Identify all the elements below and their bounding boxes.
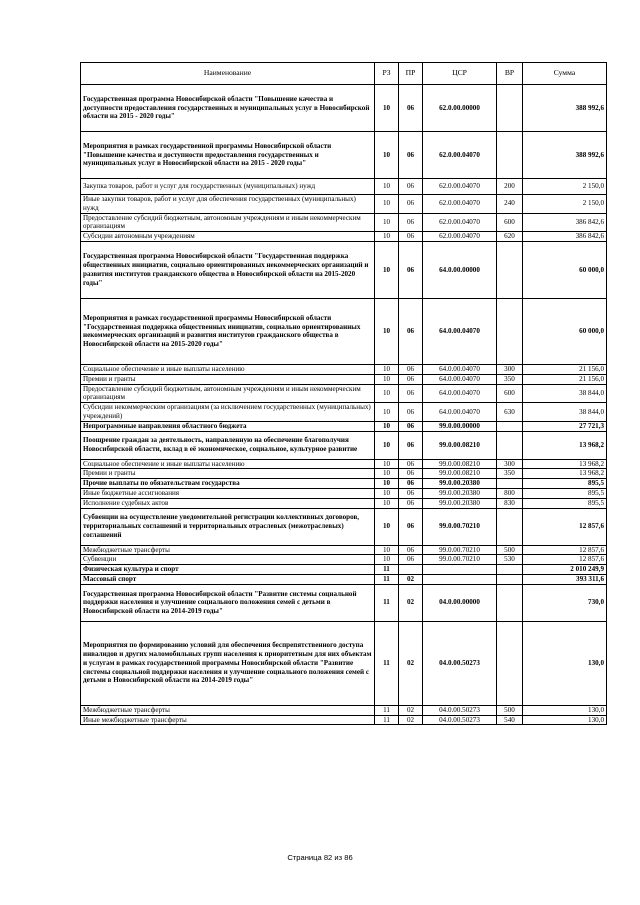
cell-sum: 38 844,0 xyxy=(523,403,607,422)
cell-csr: 62.0.00.04070 xyxy=(423,132,497,179)
cell-csr: 62.0.00.04070 xyxy=(423,195,497,214)
cell-vr xyxy=(497,479,523,489)
table-row xyxy=(81,132,607,179)
cell-pr: 06 xyxy=(399,421,423,431)
cell-sum: 386 842,6 xyxy=(523,213,607,232)
cell-sum: 130,0 xyxy=(523,715,607,725)
cell-vr: 630 xyxy=(497,403,523,422)
cell-vr: 540 xyxy=(497,715,523,725)
cell-sum: 386 842,6 xyxy=(523,232,607,242)
cell-csr: 99.0.00.70210 xyxy=(423,508,497,545)
header-name: Наименование xyxy=(81,63,375,85)
cell-vr xyxy=(497,421,523,431)
cell-sum: 12 857,6 xyxy=(523,508,607,545)
cell-sum: 393 311,6 xyxy=(523,574,607,584)
cell-name: Субвенции xyxy=(81,555,375,565)
cell-name: Предоставление субсидий бюджетным, автономным учреждениям и иным некоммерческим организациям xyxy=(81,213,375,232)
cell-vr xyxy=(497,298,523,364)
table-row xyxy=(81,555,607,565)
cell-name: Иные межбюджетные трансферты xyxy=(81,715,375,725)
budget-table xyxy=(80,62,607,725)
cell-csr xyxy=(423,565,497,575)
cell-rz: 10 xyxy=(375,384,399,403)
table-row xyxy=(81,403,607,422)
cell-csr: 64.0.00.04070 xyxy=(423,403,497,422)
table-row xyxy=(81,85,607,132)
cell-vr: 600 xyxy=(497,384,523,403)
cell-sum: 13 968,2 xyxy=(523,431,607,459)
cell-vr: 300 xyxy=(497,364,523,374)
cell-rz: 10 xyxy=(375,195,399,214)
table-header-row xyxy=(81,63,607,85)
cell-csr: 62.0.00.00000 xyxy=(423,85,497,132)
cell-pr: 06 xyxy=(399,213,423,232)
cell-vr xyxy=(497,508,523,545)
cell-csr: 64.0.00.04070 xyxy=(423,298,497,364)
cell-rz: 10 xyxy=(375,469,399,479)
cell-rz: 11 xyxy=(375,705,399,715)
cell-pr: 02 xyxy=(399,584,423,621)
cell-sum: 13 968,2 xyxy=(523,459,607,469)
cell-vr: 350 xyxy=(497,469,523,479)
cell-rz: 10 xyxy=(375,555,399,565)
cell-name: Субвенции на осуществление уведомительной регистрации коллективных договоров, территориальных соглашений и территориальных отраслевых (межотраслевых) соглашений xyxy=(81,508,375,545)
cell-pr: 06 xyxy=(399,195,423,214)
table-row xyxy=(81,431,607,459)
cell-sum: 27 721,3 xyxy=(523,421,607,431)
cell-sum: 12 857,6 xyxy=(523,545,607,555)
cell-csr: 04.0.00.00000 xyxy=(423,584,497,621)
cell-pr: 06 xyxy=(399,403,423,422)
table-row xyxy=(81,545,607,555)
cell-pr: 06 xyxy=(399,384,423,403)
cell-name: Мероприятия по формированию условий для обеспечения беспрепятственного доступа инвалидов и других маломобильных групп населения к приоритетным для них объектам и услугам в рамках государственной программы Новосибирской области "Развитие системы социальной поддержки населения и улучшение социального положения семей с детьми в Новосибирской области на 2014-2019 годы" xyxy=(81,621,375,705)
cell-csr: 64.0.00.04070 xyxy=(423,374,497,384)
cell-rz: 10 xyxy=(375,498,399,508)
page-number: Страница 82 из 86 xyxy=(287,853,353,862)
cell-pr: 06 xyxy=(399,132,423,179)
table-row xyxy=(81,421,607,431)
cell-rz: 10 xyxy=(375,421,399,431)
cell-name: Мероприятия в рамках государственной программы Новосибирской области "Повышение качества и доступности предоставления государственных и муниципальных услуг в Новосибирской области на 2015 - 2020 годы" xyxy=(81,132,375,179)
table-row xyxy=(81,565,607,575)
cell-name: Закупка товаров, работ и услуг для государственных (муниципальных) нужд xyxy=(81,179,375,195)
cell-name: Межбюджетные трансферты xyxy=(81,705,375,715)
cell-csr: 04.0.00.50273 xyxy=(423,621,497,705)
cell-name: Поощрение граждан за деятельность, направленную на обеспечение благополучия Новосибирской области, вклад в её экономическое, социальное, культурное развитие xyxy=(81,431,375,459)
cell-pr: 02 xyxy=(399,621,423,705)
table-row xyxy=(81,584,607,621)
cell-rz: 10 xyxy=(375,508,399,545)
cell-name: Премии и гранты xyxy=(81,374,375,384)
cell-pr: 06 xyxy=(399,488,423,498)
cell-sum: 21 156,0 xyxy=(523,374,607,384)
cell-vr: 530 xyxy=(497,555,523,565)
table-row xyxy=(81,498,607,508)
cell-rz: 10 xyxy=(375,179,399,195)
cell-name: Субсидии некоммерческим организациям (за исключением государственных (муниципальных) учреждений) xyxy=(81,403,375,422)
table-row xyxy=(81,488,607,498)
cell-sum: 2 150,0 xyxy=(523,179,607,195)
cell-sum: 2 010 249,9 xyxy=(523,565,607,575)
cell-vr xyxy=(497,584,523,621)
cell-rz: 10 xyxy=(375,232,399,242)
table-row xyxy=(81,621,607,705)
table-row xyxy=(81,479,607,489)
cell-vr xyxy=(497,85,523,132)
cell-sum: 38 844,0 xyxy=(523,384,607,403)
header-csr: ЦСР xyxy=(423,63,497,85)
cell-vr: 300 xyxy=(497,459,523,469)
table-row xyxy=(81,374,607,384)
cell-rz: 10 xyxy=(375,374,399,384)
cell-name: Социальное обеспечение и иные выплаты населению xyxy=(81,459,375,469)
table-body xyxy=(81,63,607,725)
cell-rz: 10 xyxy=(375,403,399,422)
cell-vr: 350 xyxy=(497,374,523,384)
cell-pr: 06 xyxy=(399,555,423,565)
cell-pr: 06 xyxy=(399,545,423,555)
cell-sum: 12 857,6 xyxy=(523,555,607,565)
cell-csr: 64.0.00.04070 xyxy=(423,364,497,374)
cell-pr: 02 xyxy=(399,574,423,584)
table-row xyxy=(81,384,607,403)
cell-pr: 02 xyxy=(399,705,423,715)
cell-sum: 13 968,2 xyxy=(523,469,607,479)
cell-vr xyxy=(497,574,523,584)
cell-pr: 06 xyxy=(399,498,423,508)
cell-csr: 62.0.00.04070 xyxy=(423,232,497,242)
cell-vr xyxy=(497,431,523,459)
cell-rz: 10 xyxy=(375,85,399,132)
table-row xyxy=(81,241,607,298)
cell-vr: 500 xyxy=(497,545,523,555)
cell-pr: 06 xyxy=(399,179,423,195)
cell-csr: 99.0.00.08210 xyxy=(423,459,497,469)
cell-sum: 2 150,0 xyxy=(523,195,607,214)
cell-sum: 388 992,6 xyxy=(523,132,607,179)
cell-csr: 99.0.00.70210 xyxy=(423,545,497,555)
cell-vr: 830 xyxy=(497,498,523,508)
cell-name: Иные бюджетные ассигнования xyxy=(81,488,375,498)
cell-sum: 730,0 xyxy=(523,584,607,621)
cell-vr: 600 xyxy=(497,213,523,232)
cell-csr: 99.0.00.08210 xyxy=(423,469,497,479)
table-row xyxy=(81,469,607,479)
cell-name: Предоставление субсидий бюджетным, автономным учреждениям и иным некоммерческим организациям xyxy=(81,384,375,403)
cell-pr: 06 xyxy=(399,85,423,132)
cell-name: Государственная программа Новосибирской области "Развитие системы социальной поддержки населения и улучшение социального положения семей с детьми в Новосибирской области на 2014-2019 годы" xyxy=(81,584,375,621)
cell-rz: 10 xyxy=(375,479,399,489)
cell-rz: 11 xyxy=(375,621,399,705)
cell-vr xyxy=(497,132,523,179)
cell-vr xyxy=(497,565,523,575)
cell-csr: 64.0.00.04070 xyxy=(423,384,497,403)
table-row xyxy=(81,298,607,364)
cell-name: Массовый спорт xyxy=(81,574,375,584)
cell-pr: 02 xyxy=(399,715,423,725)
cell-vr: 800 xyxy=(497,488,523,498)
cell-rz: 10 xyxy=(375,545,399,555)
cell-name: Межбюджетные трансферты xyxy=(81,545,375,555)
cell-rz: 11 xyxy=(375,584,399,621)
cell-sum: 388 992,6 xyxy=(523,85,607,132)
cell-pr: 06 xyxy=(399,479,423,489)
cell-pr: 06 xyxy=(399,508,423,545)
table-row xyxy=(81,459,607,469)
cell-sum: 895,5 xyxy=(523,479,607,489)
cell-csr xyxy=(423,574,497,584)
cell-sum: 60 000,0 xyxy=(523,241,607,298)
cell-name: Субсидии автономным учреждениям xyxy=(81,232,375,242)
cell-csr: 62.0.00.04070 xyxy=(423,179,497,195)
table-row xyxy=(81,705,607,715)
cell-pr: 06 xyxy=(399,298,423,364)
cell-rz: 10 xyxy=(375,213,399,232)
cell-csr: 99.0.00.20380 xyxy=(423,488,497,498)
cell-csr: 04.0.00.50273 xyxy=(423,705,497,715)
cell-vr: 240 xyxy=(497,195,523,214)
header-sum: Сумма xyxy=(523,63,607,85)
cell-pr: 06 xyxy=(399,469,423,479)
cell-csr: 99.0.00.08210 xyxy=(423,431,497,459)
table-row xyxy=(81,232,607,242)
header-vr: ВР xyxy=(497,63,523,85)
cell-name: Государственная программа Новосибирской области "Государственная поддержка общественных инициатив, социально ориентированных некоммерческих организаций и развития институтов гражданского общества в Новосибирской области на 2015-2020 годы" xyxy=(81,241,375,298)
cell-vr: 200 xyxy=(497,179,523,195)
cell-rz: 10 xyxy=(375,459,399,469)
cell-vr: 620 xyxy=(497,232,523,242)
cell-sum: 130,0 xyxy=(523,621,607,705)
cell-rz: 11 xyxy=(375,715,399,725)
cell-name: Социальное обеспечение и иные выплаты населению xyxy=(81,364,375,374)
cell-pr: 06 xyxy=(399,431,423,459)
cell-csr: 04.0.00.50273 xyxy=(423,715,497,725)
cell-csr: 99.0.00.20380 xyxy=(423,498,497,508)
cell-rz: 10 xyxy=(375,298,399,364)
cell-pr: 06 xyxy=(399,459,423,469)
table-row xyxy=(81,179,607,195)
cell-name: Государственная программа Новосибирской области "Повышение качества и доступности предоставления государственных и муниципальных услуг в Новосибирской области на 2015 - 2020 годы" xyxy=(81,85,375,132)
cell-vr: 500 xyxy=(497,705,523,715)
cell-name: Непрограммные направления областного бюджета xyxy=(81,421,375,431)
header-pr: ПР xyxy=(399,63,423,85)
table-row xyxy=(81,195,607,214)
cell-pr: 06 xyxy=(399,374,423,384)
table-row xyxy=(81,213,607,232)
cell-vr xyxy=(497,241,523,298)
cell-sum: 21 156,0 xyxy=(523,364,607,374)
cell-rz: 11 xyxy=(375,574,399,584)
cell-sum: 895,5 xyxy=(523,498,607,508)
cell-name: Иные закупки товаров, работ и услуг для обеспечения государственных (муниципальных) нужд xyxy=(81,195,375,214)
cell-rz: 11 xyxy=(375,565,399,575)
cell-rz: 10 xyxy=(375,241,399,298)
cell-csr: 99.0.00.00000 xyxy=(423,421,497,431)
cell-csr: 62.0.00.04070 xyxy=(423,213,497,232)
cell-name: Прочие выплаты по обязательствам государства xyxy=(81,479,375,489)
cell-csr: 99.0.00.70210 xyxy=(423,555,497,565)
cell-pr: 06 xyxy=(399,364,423,374)
table-row xyxy=(81,364,607,374)
cell-csr: 99.0.00.20380 xyxy=(423,479,497,489)
cell-rz: 10 xyxy=(375,132,399,179)
cell-sum: 895,5 xyxy=(523,488,607,498)
table-row xyxy=(81,574,607,584)
cell-pr xyxy=(399,565,423,575)
header-rz: РЗ xyxy=(375,63,399,85)
cell-name: Мероприятия в рамках государственной программы Новосибирской области "Государственная поддержка общественных инициатив, социально ориентированных некоммерческих организаций и развития институтов гражданского общества в Новосибирской области на 2015-2020 годы" xyxy=(81,298,375,364)
cell-name: Физическая культура и спорт xyxy=(81,565,375,575)
table-row xyxy=(81,508,607,545)
cell-rz: 10 xyxy=(375,364,399,374)
cell-sum: 130,0 xyxy=(523,705,607,715)
cell-name: Исполнение судебных актов xyxy=(81,498,375,508)
cell-csr: 64.0.00.00000 xyxy=(423,241,497,298)
cell-sum: 60 000,0 xyxy=(523,298,607,364)
cell-pr: 06 xyxy=(399,232,423,242)
cell-pr: 06 xyxy=(399,241,423,298)
cell-name: Премии и гранты xyxy=(81,469,375,479)
cell-rz: 10 xyxy=(375,431,399,459)
cell-vr xyxy=(497,621,523,705)
cell-rz: 10 xyxy=(375,488,399,498)
table-row xyxy=(81,715,607,725)
